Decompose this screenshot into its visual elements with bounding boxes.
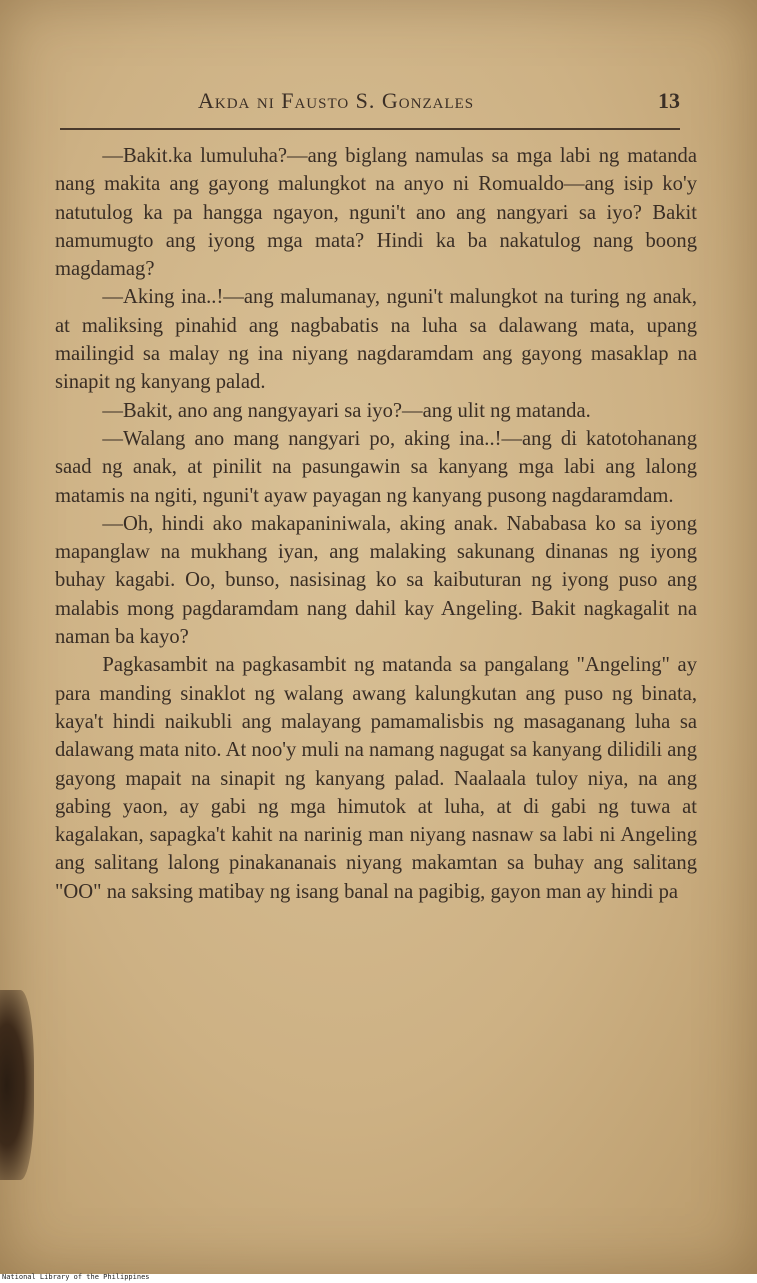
paragraph-2: —Aking ina..!—ang malumanay, nguni't malungkot na turing ng anak, at maliksing pinahid ang nagbabatis na luha sa dalawang mata, upang mailingid sa malay ng ina niyang nagdaramdam ang gayong masaklap na sinapit ng kanyang palad. xyxy=(55,286,697,394)
paragraph-3: —Bakit, ano ang nangyayari sa iyo?—ang ulit ng matanda. xyxy=(102,399,591,422)
running-head: Akda ni Fausto S. Gonzales xyxy=(198,88,475,113)
paragraph-1: —Bakit.ka lumuluha?—ang biglang namulas sa mga labi ng matanda nang makita ang gayong malungkot na anyo ni Romualdo—ang isip ko'y natutulog ka pa hangga ngayon, nguni't ano ang nangyari sa iyo? Bakit namumugto ang iyong mga mata? Hindi ka ba nakatulog nang boong magdamag? xyxy=(55,145,697,281)
body-text xyxy=(55,142,697,906)
paragraph-6: Pagkasambit na pagkasambit ng matanda sa pangalang "Angeling" ay para manding sinaklot ng walang awang kalungkutan ang puso ng binata, kaya't hindi naikubli ang malayang pamamalisbis ng masaganang luha sa dalawang mata nito. At noo'y muli na namang nagugat sa kanyang dilidili ang gayong mapait na sinapit ng kanyang palad. Naalaala tuloy niya, na ang gabing yaon, ay gabi ng mga himutok at luha, at di gabi ng tuwa at kagalakan, sapagka't kahit na narinig man niyang nasnaw sa labi ni Angeling ang salitang lalong pinakananais niyang makamtan sa buhay ang salitang "OO" na saksing matibay ng isang banal na pagibig, gayon man ay hindi pa xyxy=(55,654,697,903)
paragraph-4: —Walang ano mang nangyari po, aking ina..!—ang di katotohanang saad ng anak, at pinilit na pasungawin sa kanyang mga labi ang lalong matamis na ngiti, nguni't ayaw payagan ng kanyang pusong nagdaramdam. xyxy=(55,427,697,507)
footer-bar xyxy=(0,1274,757,1283)
binding-stain xyxy=(0,990,34,1180)
page-header xyxy=(60,88,680,122)
library-credit: National Library of the Philippines xyxy=(2,1273,150,1281)
paragraph-5: —Oh, hindi ako makapaniniwala, aking anak. Nababasa ko sa iyong mapanglaw na mukhang iyan, ang malaking sakunang dinanas ng iyong buhay kagabi. Oo, bunso, nasisinag ko sa kaibuturan ng iyong puso ang malabis mong pagdaramdam nang dahil kay Angeling. Bakit nagkagalit na naman ba kayo? xyxy=(55,512,697,649)
header-rule xyxy=(60,128,680,130)
page-number: 13 xyxy=(658,88,680,113)
